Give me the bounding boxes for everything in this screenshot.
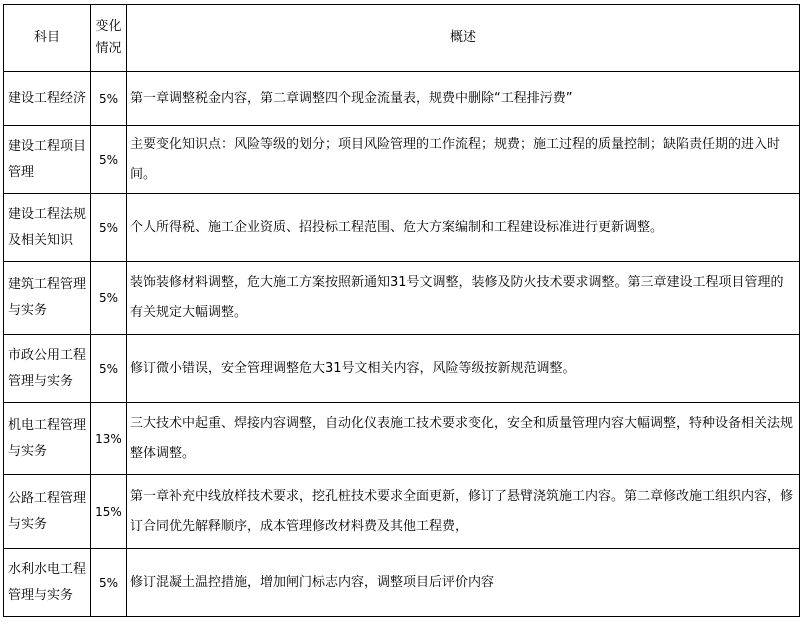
header-change-line2: 情况 [95,41,122,56]
table-row [4,549,800,617]
change-cell: 5% [91,549,127,617]
change-cell: 5% [91,126,127,194]
description-cell: 第一章调整税金内容，第二章调整四个现金流量表，规费中删除“工程排污费” [127,72,800,126]
change-cell: 15% [91,475,127,549]
change-cell: 5% [91,72,127,126]
subject-cell: 建设工程经济 [4,72,91,126]
header-change-line1: 变化 [95,19,122,34]
change-cell: 5% [91,335,127,403]
description-cell: 个人所得税、施工企业资质、招投标工程范围、危大方案编制和工程建设标准进行更新调整。 [127,194,800,262]
header-description: 概述 [127,5,800,72]
description-cell: 修订混凝土温控措施，增加闸门标志内容，调整项目后评价内容 [127,549,800,617]
header-change [91,5,127,72]
table-row [4,403,800,475]
exam-changes-table [3,4,800,617]
subject-cell: 建设工程法规及相关知识 [4,194,91,262]
description-cell: 主要变化知识点：风险等级的划分；项目风险管理的工作流程；规费；施工过程的质量控制；缺陷责任期的进入时间。 [127,126,800,194]
table-row [4,262,800,335]
subject-cell: 公路工程管理与实务 [4,475,91,549]
change-cell: 13% [91,403,127,475]
table-row [4,126,800,194]
table-row [4,194,800,262]
table-row [4,475,800,549]
header-subject: 科目 [4,5,91,72]
subject-cell: 水利水电工程管理与实务 [4,549,91,617]
table-header-row [4,5,800,72]
subject-cell: 建筑工程管理与实务 [4,262,91,335]
description-cell: 修订微小错误，安全管理调整危大31号文相关内容，风险等级按新规范调整。 [127,335,800,403]
change-cell: 5% [91,262,127,335]
change-cell: 5% [91,194,127,262]
table-row [4,72,800,126]
description-cell: 装饰装修材料调整，危大施工方案按照新通知31号文调整，装修及防火技术要求调整。第三章建设工程项目管理的有关规定大幅调整。 [127,262,800,335]
description-cell: 第一章补充中线放样技术要求，挖孔桩技术要求全面更新，修订了悬臂浇筑施工内容。第二章修改施工组织内容，修订合同优先解释顺序，成本管理修改材料费及其他工程费， [127,475,800,549]
table-row [4,335,800,403]
subject-cell: 市政公用工程管理与实务 [4,335,91,403]
subject-cell: 建设工程项目管理 [4,126,91,194]
subject-cell: 机电工程管理与实务 [4,403,91,475]
description-cell: 三大技术中起重、焊接内容调整，自动化仪表施工技术要求变化，安全和质量管理内容大幅调整，特种设备相关法规整体调整。 [127,403,800,475]
